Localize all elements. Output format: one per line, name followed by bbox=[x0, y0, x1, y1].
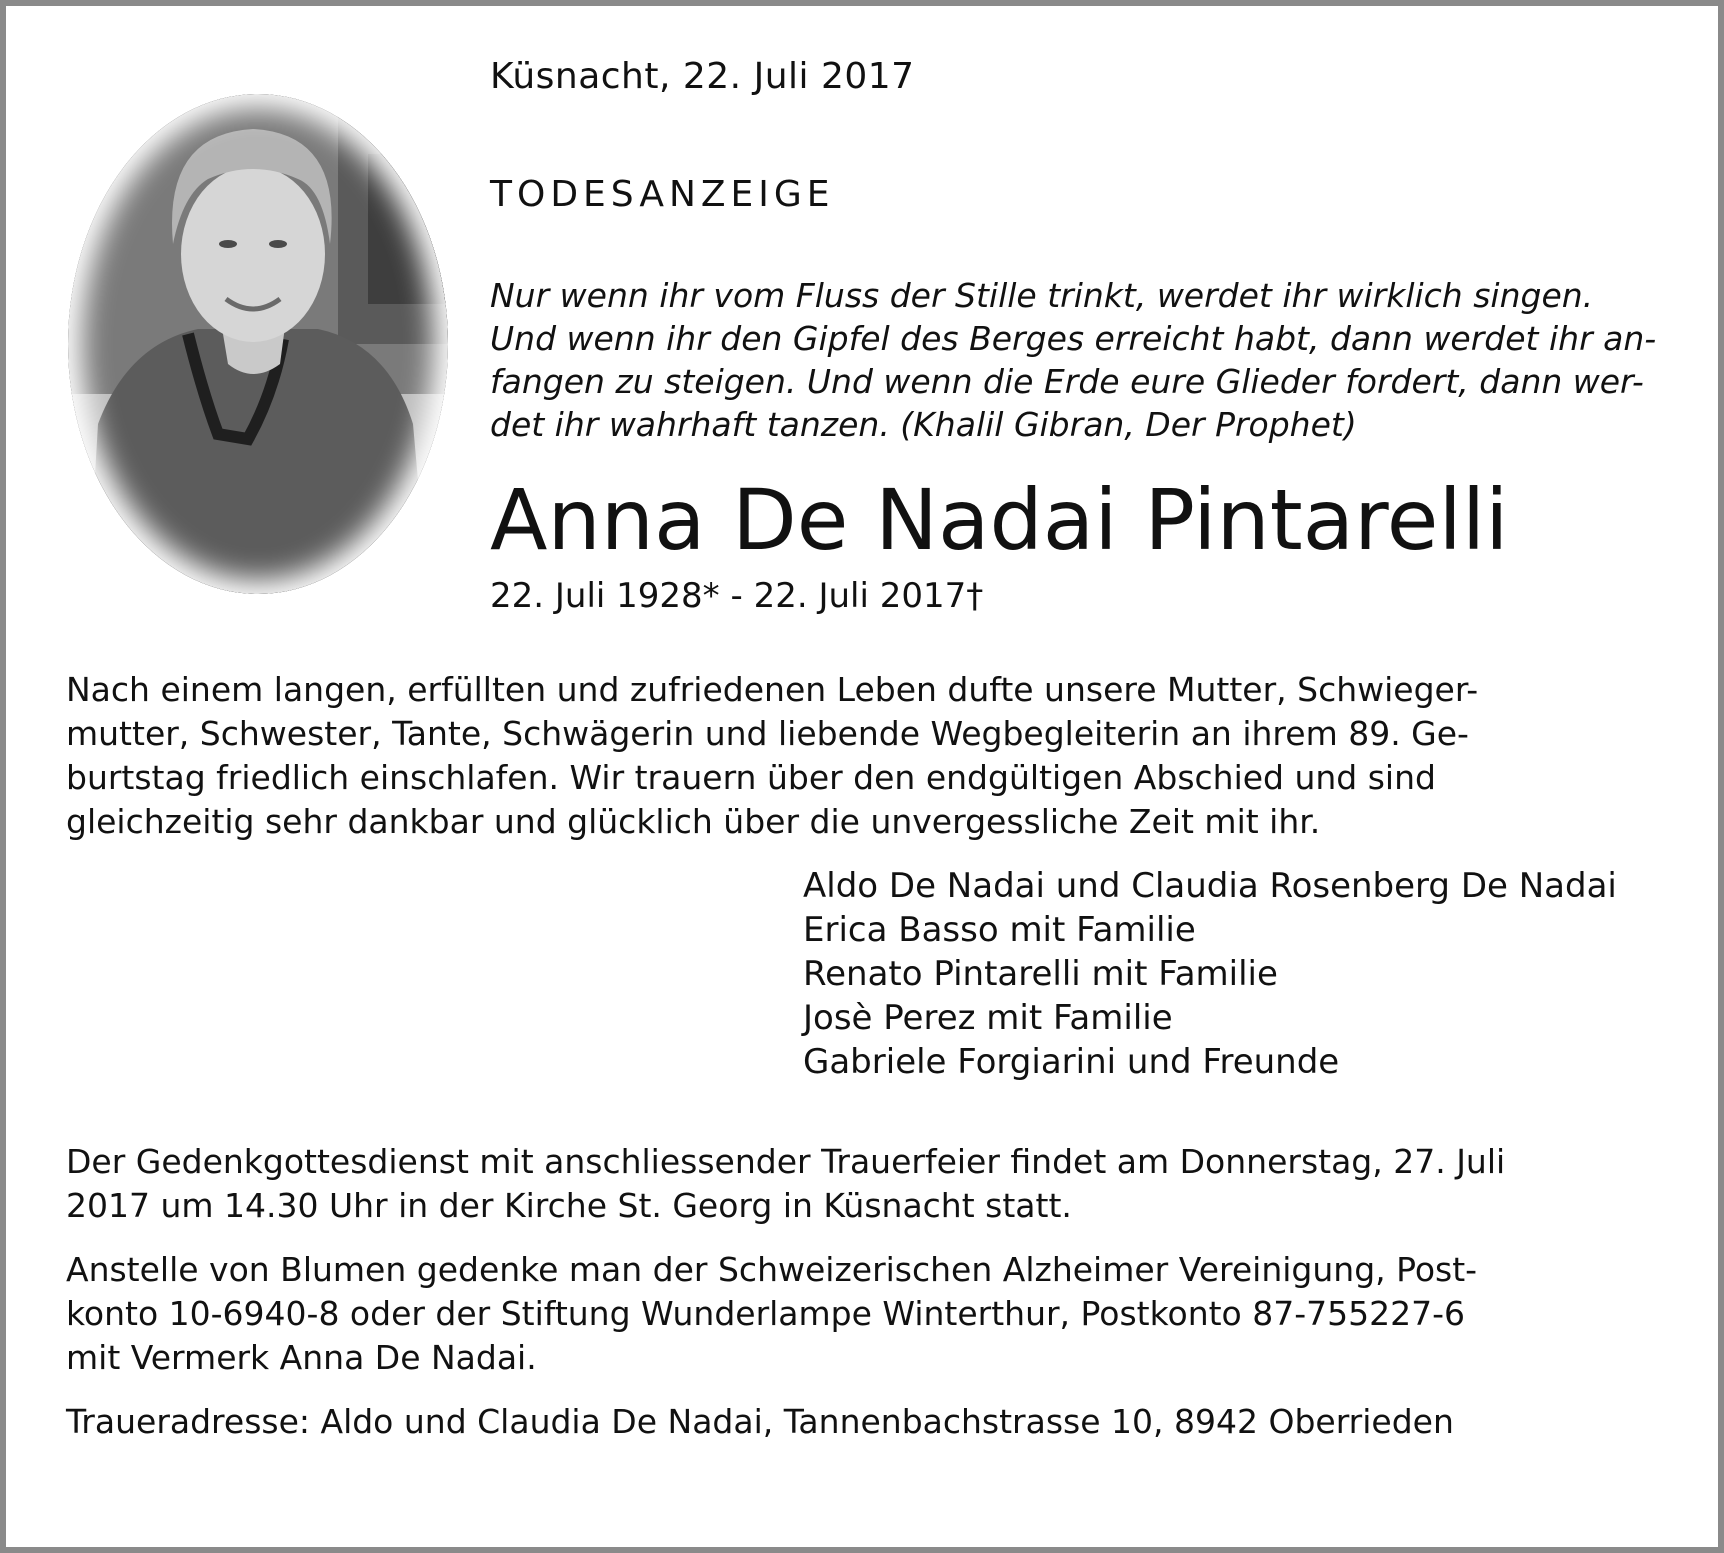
quote bbox=[490, 274, 1670, 446]
address-line: Traueradresse: Aldo und Claudia De Nadai, Tannenbachstrasse 10, 8942 Oberrieden bbox=[66, 1402, 1454, 1441]
notice-heading: TODESANZEIGE bbox=[490, 174, 835, 215]
announcement-paragraph bbox=[66, 668, 1670, 844]
mourner-entry: Aldo De Nadai und Claudia Rosenberg De Nadai bbox=[803, 866, 1617, 906]
mourner-entry: Gabriele Forgiarini und Freunde bbox=[803, 1042, 1340, 1082]
mourner-entry: Josè Perez mit Familie bbox=[803, 998, 1173, 1038]
paragraph-line: Nach einem langen, erfüllten und zufriedenen Leben dufte unsere Mutter, Schwieger- bbox=[66, 670, 1479, 709]
paragraph-line: burtstag friedlich einschlafen. Wir trauern über den endgültigen Abschied und sind bbox=[66, 758, 1436, 797]
paragraph-line: mutter, Schwester, Tante, Schwägerin und liebende Wegbegleiterin an ihrem 89. Ge- bbox=[66, 714, 1469, 753]
photo-vignette bbox=[68, 94, 448, 594]
portrait-photo bbox=[68, 94, 448, 594]
paragraph-line: gleichzeitig sehr dankbar und glücklich über die unvergessliche Zeit mit ihr. bbox=[66, 802, 1321, 841]
mourner-entry: Erica Basso mit Familie bbox=[803, 910, 1196, 950]
paragraph-line: konto 10-6940-8 oder der Stiftung Wunderlampe Winterthur, Postkonto 87-755227-6 bbox=[66, 1294, 1466, 1333]
service-paragraph bbox=[66, 1140, 1670, 1228]
deceased-name: Anna De Nadai Pintarelli bbox=[490, 471, 1509, 569]
quote-line: Nur wenn ihr vom Fluss der Stille trinkt, werdet ihr wirklich singen. bbox=[490, 276, 1594, 315]
mourner-entry: Renato Pintarelli mit Familie bbox=[803, 954, 1278, 994]
quote-line: det ihr wahrhaft tanzen. (Khalil Gibran, Der Prophet) bbox=[490, 405, 1357, 444]
paragraph-line: Der Gedenkgottesdienst mit anschliessender Trauerfeier findet am Donnerstag, 27. Juli bbox=[66, 1142, 1506, 1181]
life-dates: 22. Juli 1928* - 22. Juli 2017† bbox=[490, 576, 984, 616]
mourners-list bbox=[803, 864, 1617, 1084]
paragraph-line: Anstelle von Blumen gedenke man der Schweizerischen Alzheimer Vereinigung, Post- bbox=[66, 1250, 1478, 1289]
place-date: Küsnacht, 22. Juli 2017 bbox=[490, 56, 915, 97]
quote-line: Und wenn ihr den Gipfel des Berges erreicht habt, dann werdet ihr an- bbox=[490, 319, 1657, 358]
quote-line: fangen zu steigen. Und wenn die Erde eure Glieder fordert, dann wer- bbox=[490, 362, 1644, 401]
paragraph-line: mit Vermerk Anna De Nadai. bbox=[66, 1338, 537, 1377]
paragraph-line: 2017 um 14.30 Uhr in der Kirche St. Georg in Küsnacht statt. bbox=[66, 1186, 1072, 1225]
donation-paragraph bbox=[66, 1248, 1670, 1380]
mourning-address bbox=[66, 1400, 1670, 1444]
